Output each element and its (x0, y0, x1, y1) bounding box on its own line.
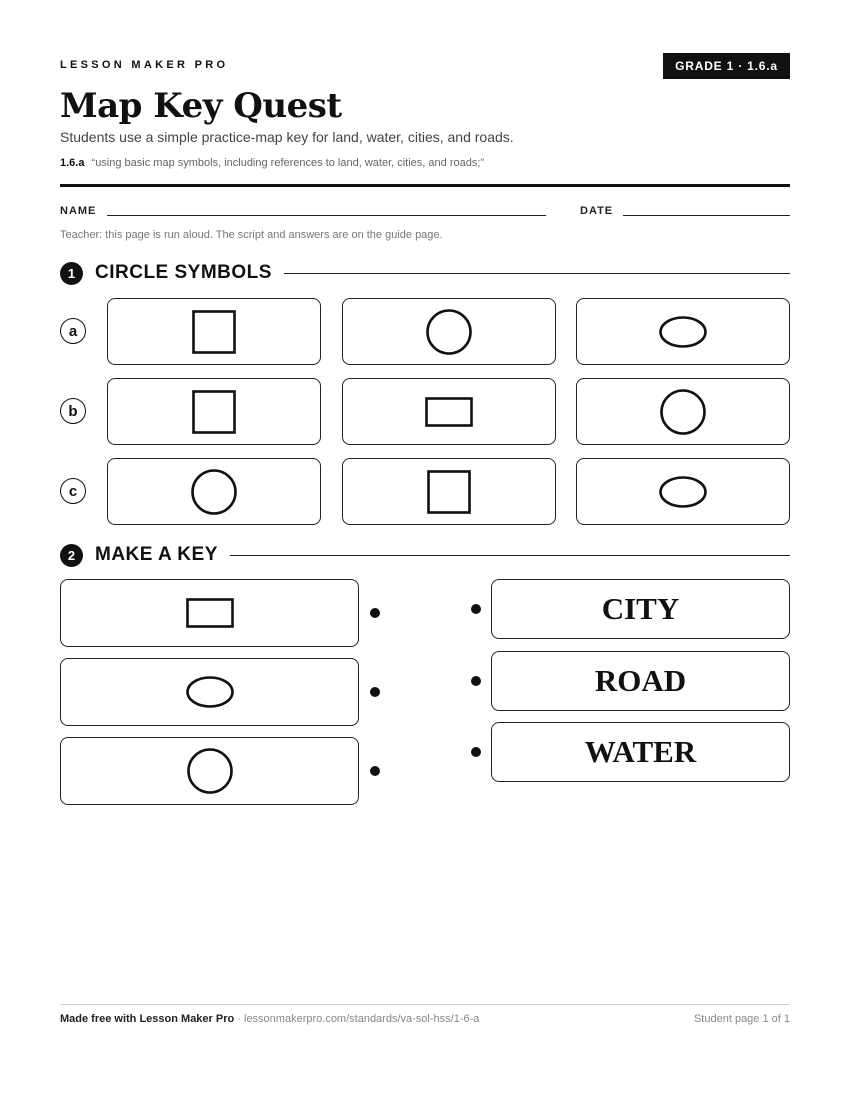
header-divider (60, 184, 790, 187)
oval-symbol-icon (658, 315, 708, 349)
grade-badge: GRADE 1 · 1.6.a (663, 53, 790, 79)
standard-reference (60, 157, 484, 169)
section-number: 1 (60, 262, 83, 285)
brand-name: LESSON MAKER PRO (60, 59, 229, 71)
circle-symbol-icon (425, 308, 473, 356)
match-dot-left[interactable] (370, 687, 380, 697)
key-word-card (491, 579, 790, 639)
section-number: 2 (60, 544, 83, 567)
circle-symbol-icon (186, 747, 234, 795)
standard-code: 1.6.a (60, 157, 85, 169)
symbol-choice-card[interactable] (107, 458, 321, 525)
section-title: CIRCLE SYMBOLS (95, 262, 272, 283)
section-divider (230, 555, 790, 556)
key-symbol-card (60, 658, 359, 726)
name-field[interactable] (107, 215, 546, 216)
footer-credit (60, 1013, 479, 1025)
date-label: DATE (580, 205, 614, 217)
section-title: MAKE A KEY (95, 544, 218, 565)
row-label-a: a (60, 318, 86, 344)
page-title: Map Key Quest (60, 86, 342, 126)
row-label-c: c (60, 478, 86, 504)
symbol-choice-card[interactable] (107, 378, 321, 445)
symbol-choice-card[interactable] (107, 298, 321, 365)
square-symbol-icon (426, 469, 472, 515)
match-dot-right[interactable] (471, 676, 481, 686)
symbol-choice-card[interactable] (342, 458, 556, 525)
footer-divider (60, 1004, 790, 1005)
standard-text: “using basic map symbols, including references to land, water, cities, and roads;” (91, 157, 485, 169)
key-word-card (491, 651, 790, 711)
key-word-label: WATER (584, 734, 697, 769)
circle-symbol-icon (659, 388, 707, 436)
symbol-choice-card[interactable] (576, 458, 790, 525)
symbol-choice-card[interactable] (576, 298, 790, 365)
match-dot-left[interactable] (370, 766, 380, 776)
match-dot-right[interactable] (471, 747, 481, 757)
oval-symbol-icon (185, 675, 235, 709)
footer-made-with: Made free with Lesson Maker Pro (60, 1013, 235, 1025)
teacher-note: Teacher: this page is run aloud. The script and answers are on the guide page. (60, 229, 443, 241)
section-circle-symbols-heading (60, 260, 790, 286)
symbol-choice-card[interactable] (576, 378, 790, 445)
rectangle-symbol-icon (424, 396, 474, 428)
circle-symbol-icon (190, 468, 238, 516)
date-field[interactable] (623, 215, 790, 216)
symbol-choice-card[interactable] (342, 298, 556, 365)
key-word-label: CITY (601, 591, 680, 626)
row-label-b: b (60, 398, 86, 424)
name-label: NAME (60, 205, 97, 217)
rectangle-symbol-icon (185, 597, 235, 629)
key-symbol-card (60, 737, 359, 805)
oval-symbol-icon (658, 475, 708, 509)
footer-url[interactable]: lessonmakerpro.com/standards/va-sol-hss/1-6-a (244, 1013, 480, 1025)
key-symbol-card (60, 579, 359, 647)
footer-page-label: Student page 1 of 1 (693, 1013, 790, 1025)
page-subtitle: Students use a simple practice-map key for land, water, cities, and roads. (60, 129, 514, 145)
match-dot-right[interactable] (471, 604, 481, 614)
section-divider (284, 273, 790, 274)
key-word-card (491, 722, 790, 782)
match-dot-left[interactable] (370, 608, 380, 618)
symbol-choice-card[interactable] (342, 378, 556, 445)
footer-separator: · (234, 1013, 244, 1025)
key-word-label: ROAD (594, 663, 687, 698)
square-symbol-icon (191, 389, 237, 435)
section-make-a-key-heading (60, 542, 790, 568)
square-symbol-icon (191, 309, 237, 355)
